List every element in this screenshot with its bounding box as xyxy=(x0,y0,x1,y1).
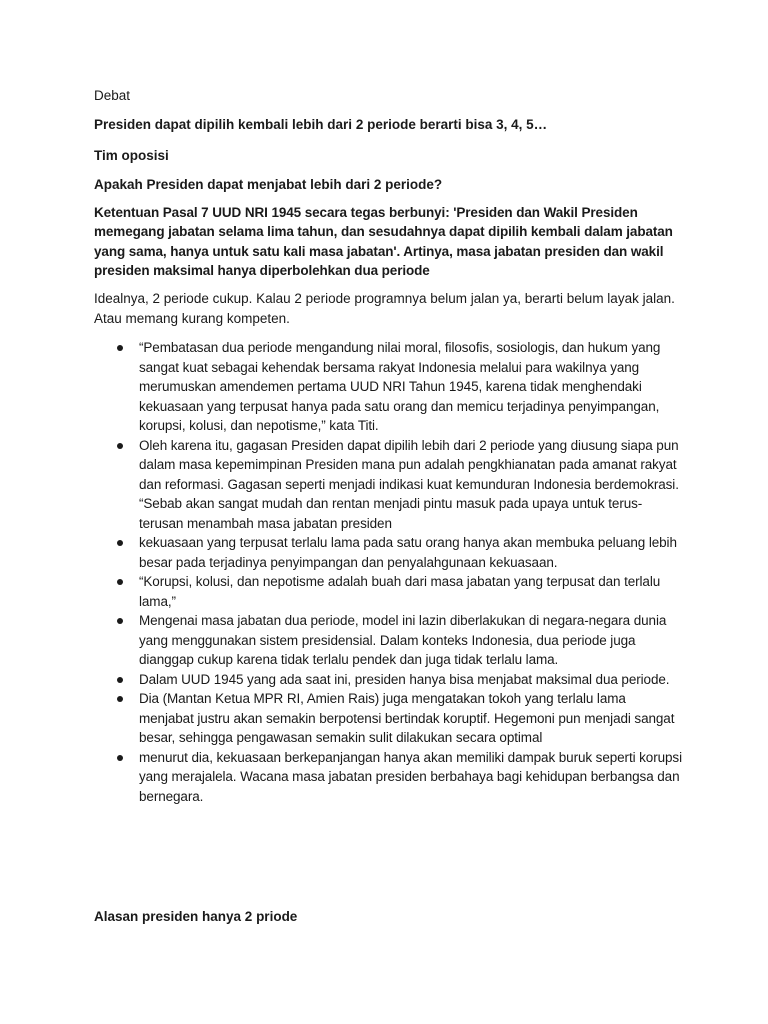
bullet-icon xyxy=(117,618,123,624)
list-item xyxy=(94,436,684,534)
list-item xyxy=(94,689,684,748)
list-item-text: Dalam UUD 1945 yang ada saat ini, presiden hanya bisa menjabat maksimal dua periode. xyxy=(139,671,670,687)
list-item-text: “Pembatasan dua periode mengandung nilai moral, filosofis, sosiologis, dan hukum yang sangat kuat sebagai kehendak bersama rakyat Indonesia melalui para wakilnya yang merumuskan amendemen pertama UUD NRI Tahun 1945, karena tidak menghendaki kekuasaan yang terpusat hanya pada satu orang dan memicu terjadinya penyimpangan, korupsi, kolusi, dan nepotisme,” kata Titi. xyxy=(139,340,661,433)
debate-question: Apakah Presiden dapat menjabat lebih dari 2 periode? xyxy=(94,177,443,192)
list-item-text: Dia (Mantan Ketua MPR RI, Amien Rais) juga mengatakan tokoh yang terlalu lama menjabat justru akan semakin berpotensi bertindak koruptif. Hegemoni pun menjadi sangat besar, sehingga pengawasan semakin sulit dilakukan secara optimal xyxy=(139,691,675,745)
list-item-text: menurut dia, kekuasaan berkepanjangan hanya akan memiliki dampak buruk seperti korupsi yang merajalela. Wacana masa jabatan presiden berbahaya bagi kehidupan berbangsa dan bernegara. xyxy=(139,749,682,804)
list-item-text: “Korupsi, kolusi, dan nepotisme adalah buah dari masa jabatan yang terpusat dan terlalu lama,” xyxy=(139,574,661,609)
bullet-icon xyxy=(117,755,123,761)
argument-list xyxy=(94,338,684,806)
list-item xyxy=(94,611,684,670)
intro-paragraph: Idealnya, 2 periode cukup. Kalau 2 periode programnya belum jalan ya, berarti belum layak jalan. Atau memang kurang kompeten. xyxy=(94,291,675,326)
team-label: Tim oposisi xyxy=(94,148,169,163)
list-item-text: kekuasaan yang terpusat terlalu lama pada satu orang hanya akan membuka peluang lebih besar pada terjadinya penyimpangan dan penyalahgunaan kekuasaan. xyxy=(139,535,677,570)
bullet-icon xyxy=(117,443,123,449)
document-title: Debat xyxy=(94,88,131,103)
section-heading-reasons: Alasan presiden hanya 2 priode xyxy=(94,909,298,924)
list-item xyxy=(94,572,684,611)
bullet-icon xyxy=(117,345,123,351)
list-item xyxy=(94,670,684,690)
bullet-icon xyxy=(117,696,123,702)
constitution-rule: Ketentuan Pasal 7 UUD NRI 1945 secara tegas berbunyi: 'Presiden dan Wakil Presiden memegang jabatan selama lima tahun, dan sesudahnya dapat dipilih kembali dalam jabatan yang sama, hanya untuk satu kali masa jabatan'. Artinya, masa jabatan presiden dan wakil presiden maksimal hanya diperbolehkan dua periode xyxy=(94,205,673,278)
list-item-text: Mengenai masa jabatan dua periode, model ini lazin diberlakukan di negara-negara dunia yang menggunakan sistem presidensial. Dalam konteks Indonesia, dua periode juga dianggap cukup karena tidak terlalu pendek dan juga tidak terlalu lama. xyxy=(139,613,667,667)
bullet-icon xyxy=(117,579,123,585)
bullet-icon xyxy=(117,677,123,683)
bullet-icon xyxy=(117,540,123,546)
list-item xyxy=(94,533,684,572)
debate-statement: Presiden dapat dipilih kembali lebih dari 2 periode berarti bisa 3, 4, 5… xyxy=(94,117,548,132)
list-item xyxy=(94,748,684,807)
list-item xyxy=(94,338,684,436)
list-item-text: Oleh karena itu, gagasan Presiden dapat dipilih lebih dari 2 periode yang diusung siapa pun dalam masa kepemimpinan Presiden mana pun adalah pengkhianatan pada amanat rakyat dan reformasi. Gagasan seperti menjadi indikasi kuat kemunduran Indonesia berdemokrasi. “Sebab akan sangat mudah dan rentan menjadi pintu masuk pada upaya untuk terus-terusan menambah masa jabatan presiden xyxy=(139,437,679,531)
